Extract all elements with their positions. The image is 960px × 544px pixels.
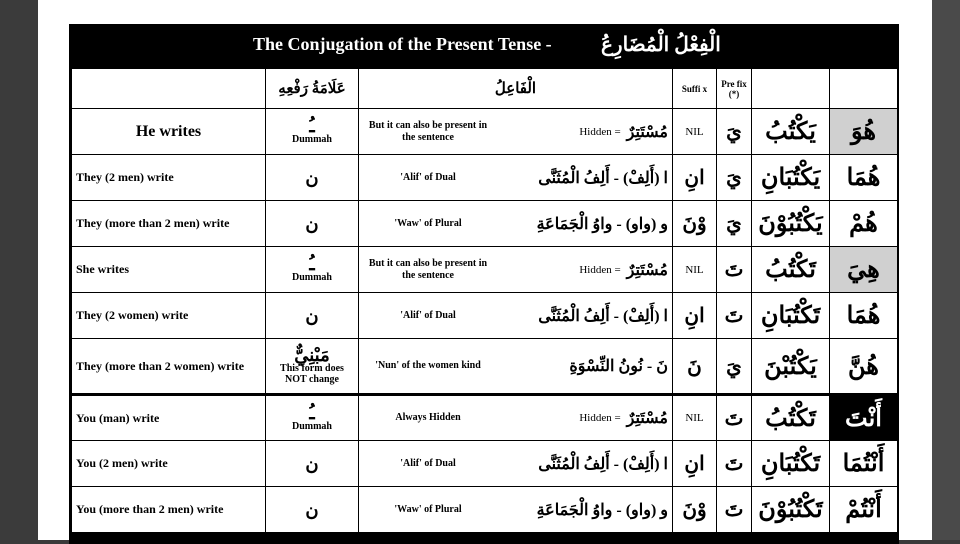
sign-cell — [266, 247, 359, 293]
subject-cell — [359, 109, 673, 155]
right-scrollbar-track[interactable] — [932, 0, 960, 540]
pronoun-cell: هُمَا — [830, 293, 898, 339]
suffix-cell: نَ — [673, 339, 717, 395]
suffix-cell: NIL — [673, 395, 717, 441]
suffix-cell: NIL — [673, 109, 717, 155]
sign-label: Dummah — [291, 134, 332, 145]
subject-arabic: و (واو) - واوُ الْجَمَاعَةِ — [536, 501, 668, 519]
header-subject: الْفَاعِلُ — [359, 69, 673, 109]
subject-english: 'Nun' of the women kind — [375, 360, 481, 371]
subject-arabic-wrap — [538, 306, 668, 326]
subject-wrap — [363, 306, 668, 326]
subject-english: 'Alif' of Dual — [400, 171, 456, 183]
pronoun-cell: أَنْتَ — [830, 395, 898, 441]
subject-arabic-wrap — [538, 168, 668, 188]
english-meaning: You (2 men) write — [72, 441, 266, 487]
subject-arabic-wrap — [537, 214, 668, 234]
subject-cell — [359, 339, 673, 395]
english-meaning: They (more than 2 men) write — [72, 201, 266, 247]
subject-english: 'Waw' of Plural — [394, 217, 462, 229]
english-meaning: They (2 men) write — [72, 155, 266, 201]
verb-cell: تَكْتُبَانِ — [752, 441, 830, 487]
pronoun-cell: هِيَ — [830, 247, 898, 293]
subject-english: But it can also be present in the sentence — [368, 257, 488, 281]
hidden-label: Hidden = — [579, 263, 621, 276]
verb-cell: يَكْتُبُوْنَ — [752, 201, 830, 247]
sign-cell — [266, 441, 359, 487]
subject-wrap — [363, 168, 668, 188]
sign-mark: ن — [305, 305, 319, 326]
table-row — [72, 441, 898, 487]
pronoun-cell: أَنْتُمَا — [830, 441, 898, 487]
table-row — [72, 395, 898, 441]
sign-label: Dummah — [291, 420, 332, 432]
table-row — [72, 339, 898, 395]
sign-cell — [266, 487, 359, 533]
header-english — [72, 69, 266, 109]
subject-arabic-wrap — [579, 260, 668, 280]
subject-cell — [359, 293, 673, 339]
subject-english: 'Alif' of Dual — [400, 309, 456, 321]
sign-mark: مَبْنِيٌّ — [294, 345, 330, 365]
header-row — [72, 69, 898, 109]
subject-arabic: مُسْتَتِرٌ — [626, 261, 668, 279]
prefix-cell: تَ — [717, 441, 752, 487]
title-arabic: الْفِعْلُ الْمُضَارِعُ — [601, 34, 721, 56]
sign-label: This form does NOT change — [280, 363, 344, 385]
sign-cell — [266, 395, 359, 441]
left-viewer-margin — [0, 0, 38, 540]
table-row — [72, 155, 898, 201]
subject-arabic: ا (أَلِفْ) - أَلِفُ الْمُثَنَّى — [538, 455, 668, 473]
suffix-cell: NIL — [673, 247, 717, 293]
table-row — [72, 487, 898, 533]
subject-english: 'Waw' of Plural — [394, 503, 462, 515]
english-meaning: She writes — [72, 247, 266, 293]
subject-arabic-wrap — [569, 356, 668, 376]
conjugation-table — [71, 68, 898, 533]
english-meaning: You (man) write — [72, 395, 266, 441]
subject-arabic-wrap — [538, 454, 668, 474]
header-sign: عَلَامَةُ رَفْعِهِ — [266, 69, 359, 109]
sign-label: Dummah — [291, 272, 332, 283]
table-row — [72, 247, 898, 293]
sign-mark: ن — [305, 167, 319, 188]
subject-arabic-wrap — [579, 408, 668, 428]
subject-wrap — [363, 454, 668, 474]
subject-wrap — [363, 214, 668, 234]
prefix-cell: تَ — [717, 395, 752, 441]
prefix-cell: يَ — [717, 109, 752, 155]
verb-cell: يَكْتُبُ — [752, 109, 830, 155]
suffix-cell: وْنَ — [673, 487, 717, 533]
pronoun-cell: هُوَ — [830, 109, 898, 155]
subject-wrap — [363, 356, 668, 376]
english-meaning: He writes — [72, 109, 266, 155]
subject-arabic-wrap — [579, 122, 668, 142]
subject-cell — [359, 441, 673, 487]
table-row — [72, 201, 898, 247]
suffix-cell: انِ — [673, 441, 717, 487]
subject-arabic: ا (أَلِفْ) - أَلِفُ الْمُثَنَّى — [538, 169, 668, 187]
subject-wrap — [363, 408, 668, 428]
pronoun-cell: هُمَا — [830, 155, 898, 201]
subject-arabic: ا (أَلِفْ) - أَلِفُ الْمُثَنَّى — [538, 307, 668, 325]
subject-arabic: و (واو) - واوُ الْجَمَاعَةِ — [536, 215, 668, 233]
subject-wrap — [363, 120, 668, 144]
table-row — [72, 293, 898, 339]
suffix-cell: وْنَ — [673, 201, 717, 247]
prefix-cell: يَ — [717, 339, 752, 395]
english-meaning: They (2 women) write — [72, 293, 266, 339]
sign-mark: ـُ — [309, 254, 315, 274]
sign-cell — [266, 155, 359, 201]
subject-english: 'Alif' of Dual — [400, 457, 456, 469]
subject-wrap — [363, 258, 668, 282]
header-prefix: Pre fix (*) — [717, 69, 752, 109]
subject-cell — [359, 487, 673, 533]
prefix-cell: يَ — [717, 155, 752, 201]
sign-cell — [266, 293, 359, 339]
subject-english: Always Hidden — [395, 412, 461, 423]
sign-mark: ن — [305, 499, 319, 520]
subject-cell — [359, 155, 673, 201]
sign-cell — [266, 201, 359, 247]
subject-cell — [359, 201, 673, 247]
title-english: The Conjugation of the Present Tense - — [253, 34, 552, 54]
pronoun-cell: هُنَّ — [830, 339, 898, 395]
prefix-cell: يَ — [717, 201, 752, 247]
subject-cell — [359, 395, 673, 441]
verb-cell: تَكْتُبَانِ — [752, 293, 830, 339]
header-pronoun — [830, 69, 898, 109]
suffix-cell: انِ — [673, 155, 717, 201]
pronoun-cell: هُمْ — [830, 201, 898, 247]
header-suffix: Suffi x — [673, 69, 717, 109]
table-title-bar — [69, 24, 899, 68]
english-meaning: You (more than 2 men) write — [72, 487, 266, 533]
verb-cell: تَكْتُبُوْنَ — [752, 487, 830, 533]
suffix-cell: انِ — [673, 293, 717, 339]
sign-mark: ن — [305, 213, 319, 234]
verb-cell: تَكْتُبُ — [752, 395, 830, 441]
verb-cell: تَكْتُبُ — [752, 247, 830, 293]
subject-arabic: نَ - نُونُ النِّسْوَةِ — [569, 358, 668, 375]
hidden-label: Hidden = — [579, 412, 621, 424]
english-meaning: They (more than 2 women) write — [72, 339, 266, 395]
sign-cell — [266, 109, 359, 155]
subject-arabic: مُسْتَتِرٌ — [626, 410, 668, 427]
sign-cell — [266, 339, 359, 395]
table-row — [72, 109, 898, 155]
prefix-cell: تَ — [717, 293, 752, 339]
conjugation-table-frame — [69, 24, 899, 544]
subject-arabic-wrap — [537, 500, 668, 520]
prefix-cell: تَ — [717, 247, 752, 293]
verb-cell: يَكْتُبْنَ — [752, 339, 830, 395]
subject-wrap — [363, 500, 668, 520]
subject-english: But it can also be present in the sentence — [368, 119, 488, 143]
header-verb — [752, 69, 830, 109]
subject-cell — [359, 247, 673, 293]
verb-cell: يَكْتُبَانِ — [752, 155, 830, 201]
hidden-label: Hidden = — [579, 125, 621, 138]
subject-arabic: مُسْتَتِرٌ — [626, 123, 668, 141]
prefix-cell: تَ — [717, 487, 752, 533]
sign-mark: ـُ — [309, 402, 315, 423]
pronoun-cell: أَنْتُمْ — [830, 487, 898, 533]
sign-mark: ـُ — [309, 116, 315, 136]
sign-mark: ن — [305, 453, 319, 474]
